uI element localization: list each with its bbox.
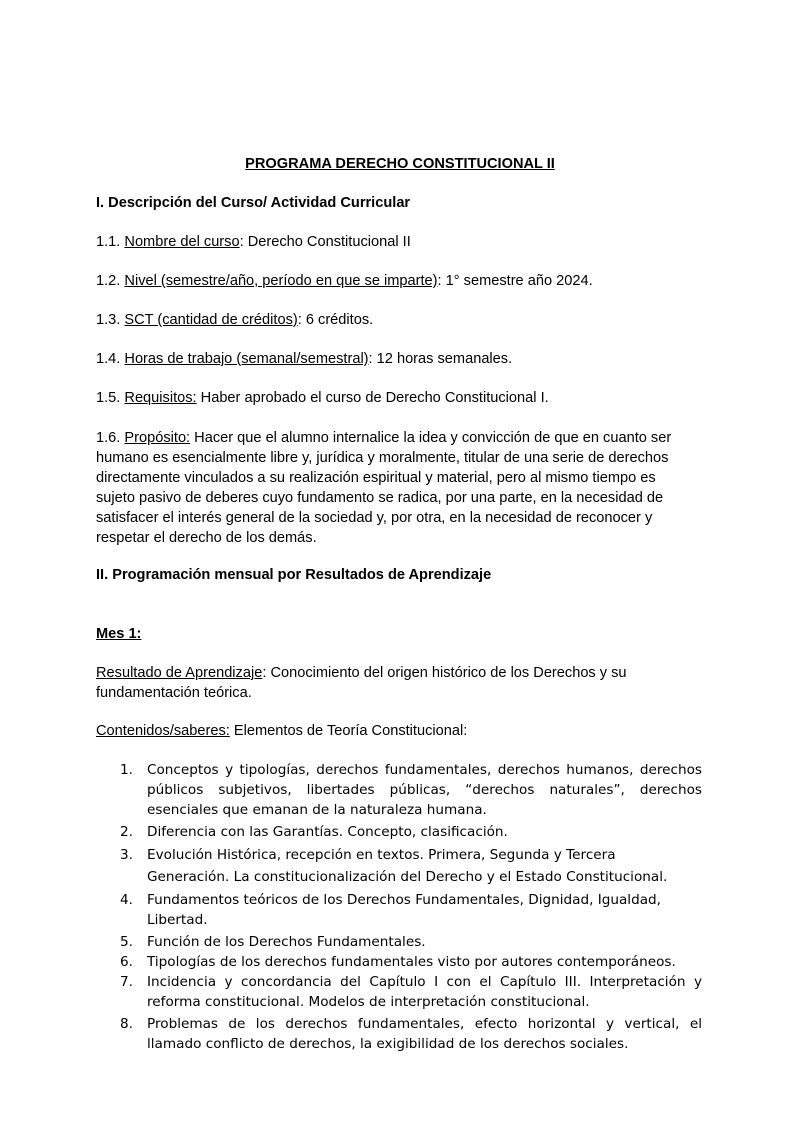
month-label: Mes 1: — [96, 626, 142, 642]
field-value: Hacer que el alumno internalice la idea y convicción de que en cuanto ser humano es esencialmente libre y, jurídica y moralmente, titular de una serie de derechos directamente vinculados a su realización espiritual y material, pero al mismo tiempo es sujeto pasivo de deberes cuyo fundamento se radica, por una parte, en la necesidad de satisfacer el interés general de la sociedad y, por otra, en la necesidad de reconocer y respetar el derecho de los demás. — [96, 430, 672, 546]
field-value: Haber aprobado el curso de Derecho Constitucional I. — [196, 390, 549, 406]
list-item — [120, 1014, 702, 1054]
item-number: 1.3. — [96, 312, 121, 328]
field-label: Horas de trabajo (semanal/semestral) — [124, 351, 369, 367]
contents-list — [120, 760, 702, 1054]
document-title: PROGRAMA DERECHO CONSTITUCIONAL II — [245, 156, 555, 172]
list-item — [120, 972, 702, 1012]
list-item-text: Incidencia y concordancia del Capítulo I con el Capítulo III. Interpretación y reforma constitucional. Modelos de interpretación constitucional. — [147, 974, 702, 1010]
list-item-text: Evolución Histórica, recepción en textos. Primera, Segunda y Tercera Generación. La constitucionalización del Derecho y el Estado Constitucional. — [147, 847, 668, 885]
purpose-field — [96, 428, 696, 548]
field-separator: : — [239, 234, 244, 250]
section-2-heading: II. Programación mensual por Resultados de Aprendizaje — [96, 567, 492, 583]
list-item-number: 6. — [120, 954, 133, 970]
field-separator: : — [368, 351, 373, 367]
list-item-text: Conceptos y tipologías, derechos fundamentales, derechos humanos, derechos públicos subjetivos, libertades públicas, “derechos naturales”, derechos esenciales que emanan de la naturaleza humana. — [147, 762, 702, 818]
list-item-text: Diferencia con las Garantías. Concepto, clasificación. — [147, 824, 508, 840]
list-item — [120, 760, 702, 820]
list-item — [120, 932, 702, 952]
learning-outcome — [96, 663, 656, 703]
field-value: Derecho Constitucional II — [243, 234, 411, 250]
field-separator: : — [297, 312, 302, 328]
field-label: SCT (cantidad de créditos) — [124, 312, 298, 328]
list-item-text: Tipologías de los derechos fundamentales visto por autores contemporáneos. — [147, 954, 676, 970]
item-number: 1.5. — [96, 390, 121, 406]
field-label: Requisitos: — [124, 390, 197, 406]
learning-outcome-label: Resultado de Aprendizaje — [96, 665, 263, 681]
list-item-number: 8. — [120, 1016, 133, 1032]
list-item-number: 1. — [120, 762, 133, 778]
field-value: 12 horas semanales. — [372, 351, 513, 367]
list-item-text: Problemas de los derechos fundamentales, efecto horizontal y vertical, el llamado conflicto de derechos, la exigibilidad de los derechos sociales. — [147, 1016, 702, 1052]
field-value: 6 créditos. — [301, 312, 374, 328]
list-item — [120, 822, 702, 842]
list-item — [120, 890, 702, 930]
contents-value: Elementos de Teoría Constitucional: — [229, 723, 468, 739]
field-label: Nivel (semestre/año, período en que se imparte) — [124, 273, 438, 289]
learning-outcome-value: Conocimiento del origen histórico de los Derechos y su fundamentación teórica. — [96, 665, 627, 701]
item-number: 1.1. — [96, 234, 121, 250]
section-1-heading: I. Descripción del Curso/ Actividad Curricular — [96, 195, 411, 211]
list-item-number: 4. — [120, 892, 133, 908]
requirements-field — [96, 388, 706, 408]
list-item — [120, 952, 702, 972]
item-number: 1.6. — [96, 430, 121, 446]
list-item-number: 7. — [120, 974, 133, 990]
list-item-text: Fundamentos teóricos de los Derechos Fundamentales, Dignidad, Igualdad, Libertad. — [147, 892, 661, 928]
level-field — [96, 271, 706, 291]
field-value: 1° semestre año 2024. — [441, 273, 593, 289]
list-item-number: 5. — [120, 934, 133, 950]
contents-label: Contenidos/saberes: — [96, 723, 230, 739]
course-name-field — [96, 232, 706, 252]
work-hours-field — [96, 349, 706, 369]
list-item-number: 2. — [120, 824, 133, 840]
list-item-number: 3. — [120, 847, 133, 863]
credits-field — [96, 310, 706, 330]
field-label: Propósito: — [124, 430, 191, 446]
learning-outcome-separator: : — [262, 665, 267, 681]
item-number: 1.4. — [96, 351, 121, 367]
field-label: Nombre del curso — [124, 234, 240, 250]
field-separator: : — [437, 273, 442, 289]
list-item — [120, 844, 702, 888]
list-item-text: Función de los Derechos Fundamentales. — [147, 934, 426, 950]
contents-intro — [96, 721, 706, 741]
item-number: 1.2. — [96, 273, 121, 289]
